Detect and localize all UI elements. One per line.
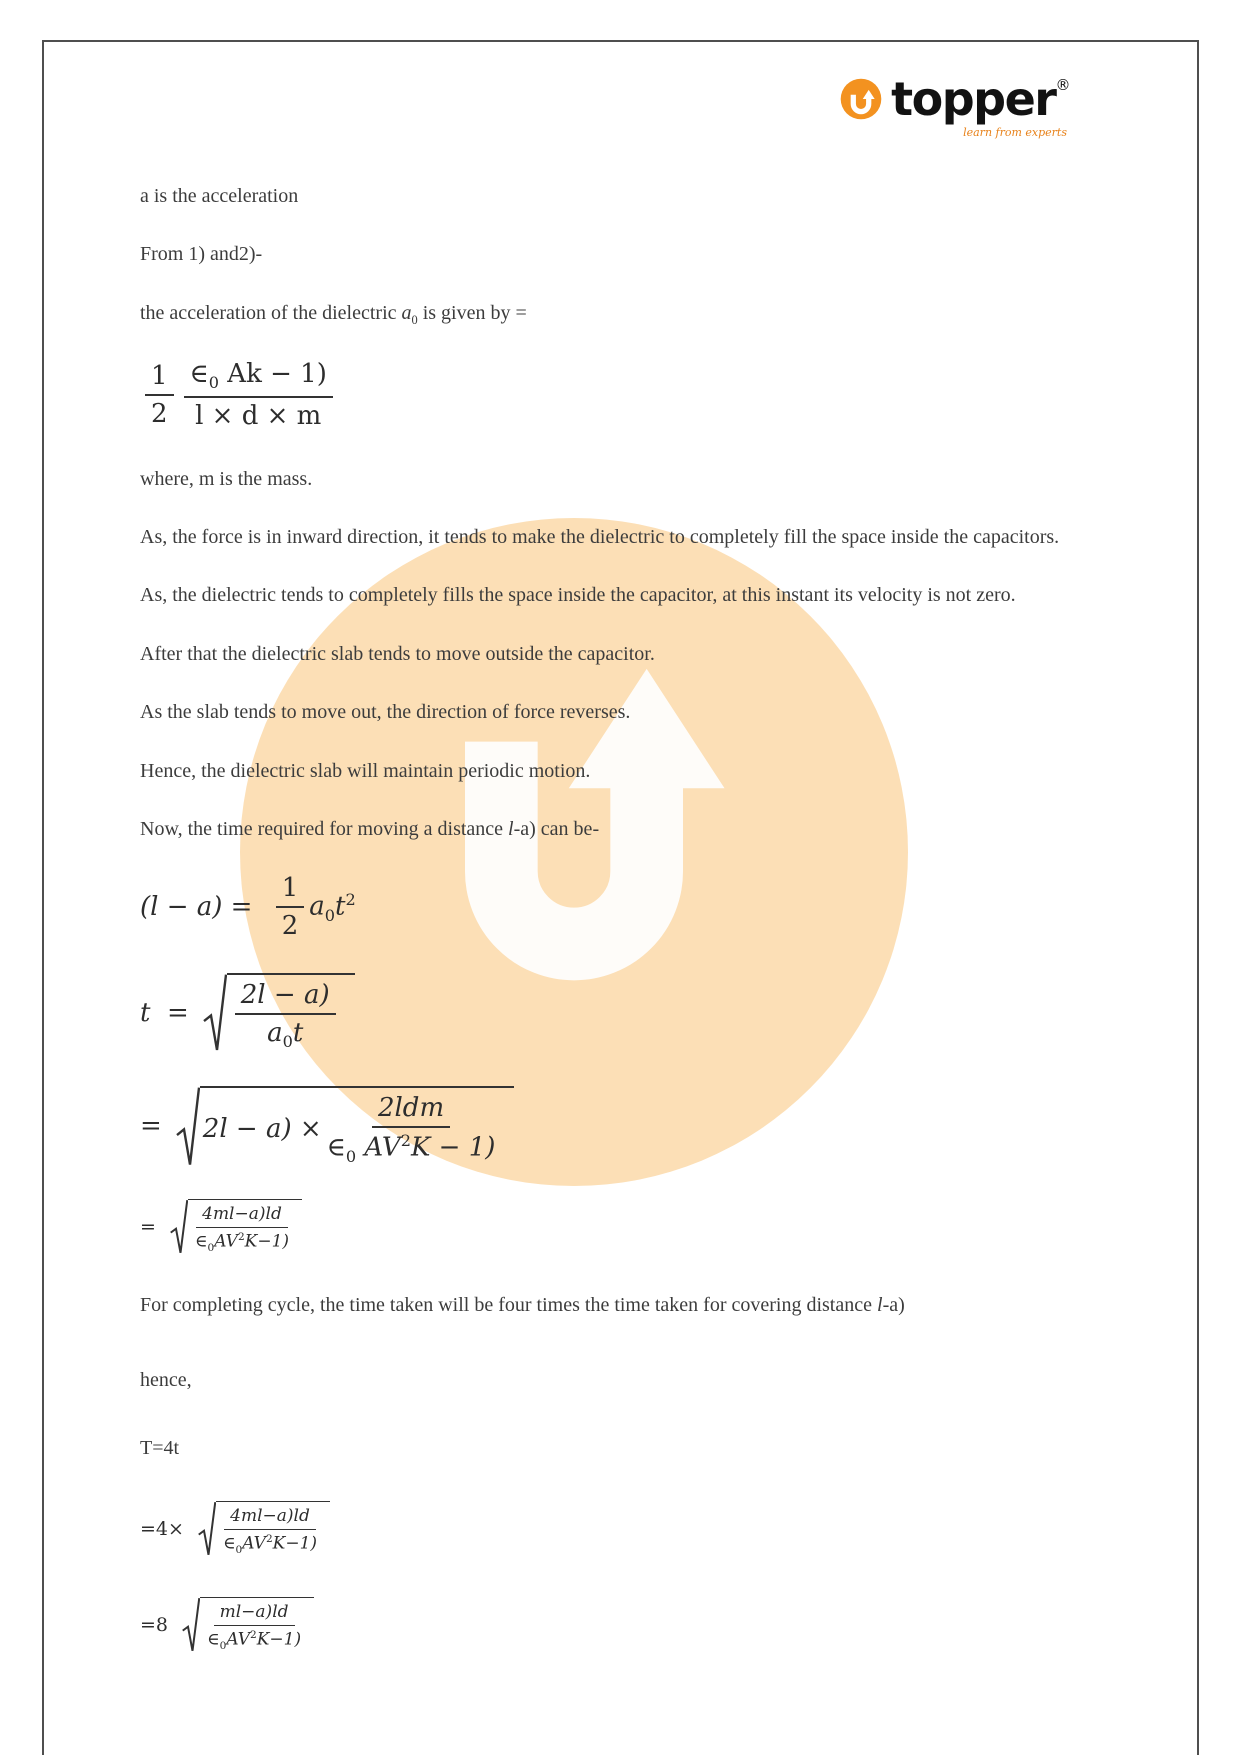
math-lhs: = bbox=[140, 1111, 162, 1142]
fraction bbox=[235, 980, 336, 1051]
paragraph-completing-cycle bbox=[140, 1291, 1102, 1319]
superscript-2: 2 bbox=[237, 1231, 245, 1244]
numerator: 1 bbox=[145, 361, 174, 396]
italic-var-a: a bbox=[267, 1018, 283, 1049]
text-run: -a) bbox=[882, 1294, 905, 1317]
fraction-one-half bbox=[276, 873, 305, 941]
numerator bbox=[184, 359, 333, 397]
math-run: K−1) bbox=[244, 1232, 290, 1252]
denominator: l × d × m bbox=[195, 400, 322, 431]
page-border bbox=[42, 40, 1199, 1755]
formula-acceleration-expression bbox=[140, 359, 1102, 430]
brand-name bbox=[891, 72, 1069, 126]
numerator: 1 bbox=[276, 873, 305, 908]
square-root bbox=[170, 1199, 302, 1255]
math-lhs: =4× bbox=[140, 1517, 184, 1540]
formula-T-4t-expanded bbox=[140, 1501, 1102, 1557]
subscript-0: 0 bbox=[324, 905, 336, 925]
denominator: 2 bbox=[151, 398, 168, 429]
square-root bbox=[176, 1086, 515, 1168]
math-run: AV bbox=[214, 1232, 238, 1252]
italic-var-a: a bbox=[401, 301, 412, 324]
paragraph-dielectric-fills: As, the dielectric tends to completely fills the space inside the capacitor, at this instant its velocity is not zero. bbox=[140, 584, 1016, 607]
formula-sqrt-2l-a-times bbox=[140, 1086, 1102, 1168]
paragraph-from-1-and-2: From 1) and2)- bbox=[140, 243, 263, 266]
fraction bbox=[207, 1602, 301, 1652]
paragraph-force-inward: As, the force is in inward direction, it tends to make the dielectric to completely fill the space inside the capacitors. bbox=[140, 525, 1060, 548]
radical-sign bbox=[203, 973, 227, 1053]
paragraph-T-equals-4t: T=4t bbox=[140, 1437, 180, 1460]
radicand bbox=[227, 973, 355, 1053]
italic-var-a: a bbox=[309, 891, 325, 922]
epsilon-symbol: ∈ bbox=[194, 1232, 208, 1252]
superscript-2: 2 bbox=[265, 1532, 273, 1545]
paragraph-force-reverses: As the slab tends to move out, the direction of force reverses. bbox=[140, 701, 631, 724]
square-root bbox=[198, 1501, 330, 1557]
math-lhs: = bbox=[140, 1216, 156, 1239]
paragraph-slab-moves-outside: After that the dielectric slab tends to move outside the capacitor. bbox=[140, 642, 655, 665]
formula-result-t bbox=[140, 1199, 1102, 1255]
paragraph-time-required bbox=[140, 815, 1102, 843]
radicand bbox=[216, 1501, 330, 1557]
math-lhs: =8 bbox=[140, 1613, 169, 1636]
epsilon-symbol: ∈ bbox=[222, 1533, 236, 1554]
topper-logo-icon bbox=[840, 78, 882, 120]
math-run: AV bbox=[242, 1533, 266, 1554]
subscript-0: 0 bbox=[219, 1639, 227, 1652]
math-run: Ak − 1) bbox=[219, 359, 327, 390]
brand-word: topper bbox=[891, 72, 1056, 126]
fraction-one-half bbox=[145, 361, 174, 429]
subscript-0: 0 bbox=[208, 373, 220, 393]
fraction bbox=[195, 1204, 289, 1254]
denominator bbox=[195, 1228, 289, 1254]
formula-t-equals-sqrt bbox=[140, 973, 1102, 1053]
math-run: K−1) bbox=[256, 1629, 302, 1650]
math-run: AV bbox=[226, 1629, 251, 1650]
fraction-epsilon-term bbox=[184, 359, 333, 430]
math-run: 2l − a) × bbox=[202, 1113, 322, 1144]
epsilon-symbol: ∈ bbox=[207, 1629, 220, 1650]
radical-sign bbox=[170, 1199, 188, 1255]
radicand bbox=[200, 1597, 314, 1653]
math-run: AV bbox=[356, 1132, 401, 1163]
fraction bbox=[327, 1093, 496, 1166]
formula-l-minus-a bbox=[140, 873, 1102, 941]
registered-mark: ® bbox=[1055, 76, 1069, 94]
italic-var-t: t bbox=[292, 1018, 304, 1049]
denominator bbox=[327, 1128, 496, 1166]
numerator: 4ml−a)ld bbox=[196, 1204, 288, 1228]
italic-var-l: l bbox=[877, 1294, 883, 1317]
subscript-0: 0 bbox=[282, 1032, 293, 1052]
paragraph-a0-given-by bbox=[140, 299, 1102, 330]
italic-var-l: l bbox=[508, 817, 514, 840]
epsilon-symbol: ∈ bbox=[326, 1132, 346, 1163]
fraction bbox=[223, 1506, 317, 1556]
denominator: 2 bbox=[281, 911, 299, 942]
subscript-0: 0 bbox=[345, 1146, 357, 1166]
denominator bbox=[267, 1015, 303, 1051]
numerator: 2l − a) bbox=[235, 980, 336, 1015]
text-run: For completing cycle, the time taken will be four times the time taken for covering distance bbox=[140, 1294, 877, 1317]
numerator: ml−a)ld bbox=[214, 1602, 295, 1626]
subscript-0: 0 bbox=[411, 312, 418, 327]
square-root bbox=[182, 1597, 314, 1653]
subscript-0: 0 bbox=[235, 1543, 243, 1556]
numerator: 4ml−a)ld bbox=[224, 1506, 316, 1530]
radical-sign bbox=[182, 1597, 200, 1653]
math-run: K − 1) bbox=[410, 1132, 496, 1163]
math-lhs: (l − a) = bbox=[140, 892, 261, 923]
numerator: 2ldm bbox=[372, 1093, 450, 1128]
formula-T-equals-8 bbox=[140, 1597, 1102, 1653]
radical-sign bbox=[198, 1501, 216, 1557]
superscript-2: 2 bbox=[250, 1628, 257, 1641]
math-run bbox=[309, 890, 355, 925]
brand-tagline: learn from experts bbox=[963, 126, 1067, 139]
superscript-2: 2 bbox=[400, 1130, 411, 1150]
radical-sign bbox=[176, 1086, 200, 1168]
text-run: is given by = bbox=[417, 301, 527, 324]
paragraph-where-m-mass: where, m is the mass. bbox=[140, 467, 313, 490]
italic-var-t: t bbox=[335, 891, 346, 922]
epsilon-symbol: ∈ bbox=[189, 359, 209, 390]
text-run: the acceleration of the dielectric bbox=[140, 301, 402, 324]
denominator bbox=[223, 1530, 317, 1556]
radicand bbox=[200, 1086, 515, 1168]
text-run: Now, the time required for moving a distance bbox=[140, 817, 509, 840]
subscript-0: 0 bbox=[207, 1242, 215, 1255]
content-area bbox=[44, 42, 1197, 1653]
radicand bbox=[188, 1199, 302, 1255]
superscript-2: 2 bbox=[345, 889, 356, 909]
square-root bbox=[203, 973, 355, 1053]
paragraph-acceleration: a is the acceleration bbox=[140, 185, 299, 207]
paragraph-periodic-motion: Hence, the dielectric slab will maintain periodic motion. bbox=[140, 759, 591, 782]
paragraph-hence: hence, bbox=[140, 1368, 192, 1391]
denominator bbox=[207, 1626, 301, 1652]
text-run: -a) can be- bbox=[513, 817, 600, 840]
brand-logo bbox=[840, 72, 1069, 139]
math-lhs: t = bbox=[140, 998, 189, 1029]
math-run: K−1) bbox=[272, 1533, 318, 1554]
